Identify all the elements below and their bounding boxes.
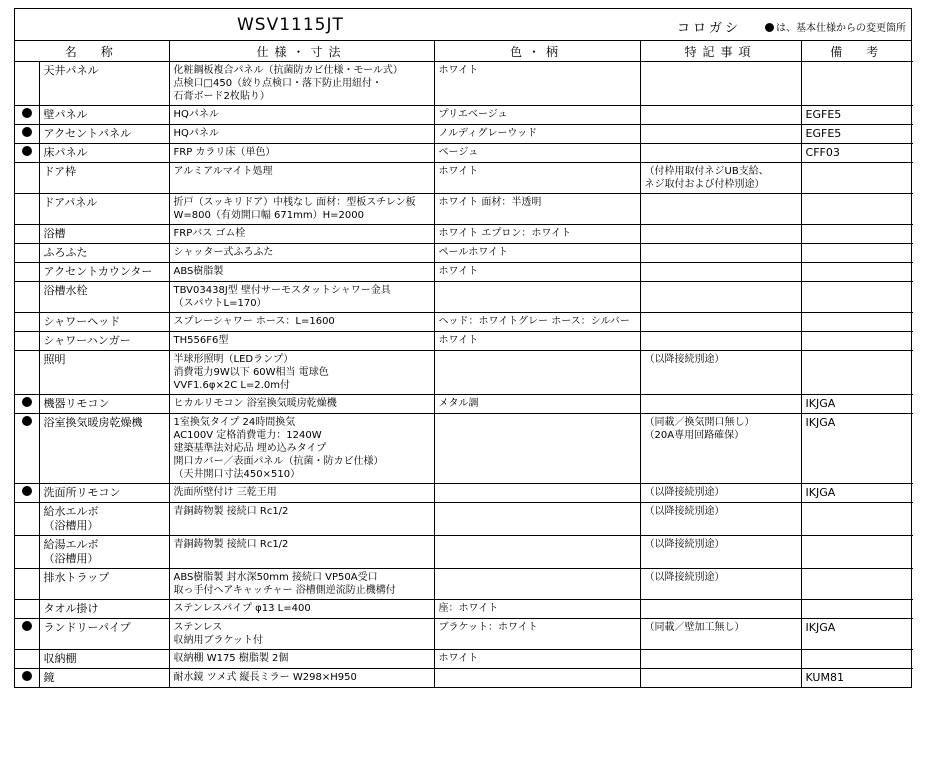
item-spec-line: アルミアルマイト処理 <box>173 166 273 177</box>
item-color <box>434 62 640 106</box>
change-marker-cell <box>15 414 39 484</box>
item-remark: EGFE5 <box>801 125 913 144</box>
table-row <box>15 619 913 650</box>
item-special-line: （以降接続別途） <box>644 354 725 365</box>
legend-note-text: は、基本仕様からの変更箇所 <box>776 23 906 34</box>
item-color-line: メタル調 <box>438 398 479 409</box>
item-remark <box>801 569 913 600</box>
item-color <box>434 144 640 163</box>
item-spec-line: HQパネル <box>173 128 219 139</box>
change-marker-cell <box>15 282 39 313</box>
item-special-notes <box>640 62 801 106</box>
item-spec-line: 1室換気タイプ 24時間換気 <box>173 417 296 428</box>
item-name-line: 壁パネル <box>43 108 88 121</box>
item-spec <box>169 225 434 244</box>
item-name-line: アクセントカウンター <box>43 265 153 278</box>
item-remark <box>801 332 913 351</box>
item-spec-line: 取っ手付ヘアキャッチャー 浴槽側逆流防止機構付 <box>173 585 396 596</box>
item-remark <box>801 313 913 332</box>
item-name <box>39 536 169 569</box>
item-spec <box>169 650 434 669</box>
column-header-color: 色・柄 <box>434 41 640 62</box>
item-spec <box>169 282 434 313</box>
changed-bullet-icon <box>22 671 32 681</box>
change-marker-cell <box>15 600 39 619</box>
item-remark: IKJGA <box>801 484 913 503</box>
item-spec-line: （天井開口寸法450×510） <box>173 469 301 480</box>
change-marker-cell <box>15 144 39 163</box>
item-color-line: ブラケット：ホワイト <box>438 622 538 633</box>
table-row <box>15 194 913 225</box>
item-name-line: 給水エルボ <box>43 505 99 518</box>
item-spec <box>169 125 434 144</box>
item-special-line: （以降接続別途） <box>644 506 725 517</box>
table-row <box>15 163 913 194</box>
item-spec-line: TBV03438J型 壁付サーモスタットシャワー金具 <box>173 285 391 296</box>
item-special-notes <box>640 194 801 225</box>
item-name-line: （浴槽用） <box>43 519 99 532</box>
item-name <box>39 332 169 351</box>
item-name-line: 洗面所リモコン <box>43 486 121 499</box>
changed-bullet-icon <box>22 397 32 407</box>
item-remark: IKJGA <box>801 414 913 484</box>
item-special-notes <box>640 569 801 600</box>
item-spec <box>169 669 434 688</box>
item-color-line: ホワイト エプロン：ホワイト <box>438 228 572 239</box>
item-spec-line: 開口カバー／表面パネル（抗菌・防カビ仕様） <box>173 456 384 467</box>
table-row <box>15 484 913 503</box>
item-name <box>39 225 169 244</box>
item-remark <box>801 62 913 106</box>
item-name <box>39 163 169 194</box>
item-name <box>39 313 169 332</box>
changed-bullet-icon <box>22 486 32 496</box>
item-color-line: ヘッド：ホワイトグレー ホース：シルバー <box>438 316 630 327</box>
item-special-notes <box>640 106 801 125</box>
item-spec-line: 化粧鋼板複合パネル（抗菌防カビ仕様・モール式） <box>173 65 403 76</box>
table-row <box>15 569 913 600</box>
item-special-notes <box>640 244 801 263</box>
item-color <box>434 282 640 313</box>
table-row <box>15 62 913 106</box>
item-name <box>39 414 169 484</box>
item-color <box>434 351 640 395</box>
item-remark: CFF03 <box>801 144 913 163</box>
item-color <box>434 313 640 332</box>
item-color <box>434 225 640 244</box>
item-name <box>39 395 169 414</box>
item-remark <box>801 244 913 263</box>
item-name <box>39 125 169 144</box>
item-spec-line: 消費電力9W以下 60W相当 電球色 <box>173 367 329 378</box>
item-name <box>39 669 169 688</box>
item-name-line: （浴槽用） <box>43 552 99 565</box>
item-special-line: （同載／壁加工無し） <box>644 622 745 633</box>
item-name <box>39 62 169 106</box>
item-name <box>39 244 169 263</box>
change-marker-cell <box>15 106 39 125</box>
item-special-line: （20A専用回路確保） <box>644 430 745 441</box>
change-marker-cell <box>15 536 39 569</box>
item-spec-line: スプレーシャワー ホース：L=1600 <box>173 316 335 327</box>
item-special-line: （以降接続別途） <box>644 572 725 583</box>
item-spec <box>169 332 434 351</box>
item-spec <box>169 619 434 650</box>
change-marker-cell <box>15 225 39 244</box>
item-special-notes <box>640 650 801 669</box>
item-special-line: ネジ取付および付枠別途） <box>644 179 765 190</box>
spec-sheet <box>14 8 912 688</box>
item-spec <box>169 536 434 569</box>
item-remark <box>801 536 913 569</box>
item-spec <box>169 106 434 125</box>
item-spec-line: 石膏ボード2枚貼り） <box>173 91 270 102</box>
item-color <box>434 600 640 619</box>
item-remark <box>801 282 913 313</box>
item-remark <box>801 163 913 194</box>
item-name-line: 天井パネル <box>43 64 99 77</box>
item-color-line: 座：ホワイト <box>438 603 499 614</box>
change-marker-cell <box>15 163 39 194</box>
change-marker-cell <box>15 313 39 332</box>
column-header-spec: 仕様・寸法 <box>169 41 434 62</box>
item-spec-line: 折戸（スッキリドア）中桟なし 面材：型板スチレン板 <box>173 197 416 208</box>
change-marker-cell <box>15 569 39 600</box>
item-special-notes <box>640 263 801 282</box>
table-row <box>15 351 913 395</box>
item-color-line: ホワイト <box>438 65 479 76</box>
item-remark <box>801 351 913 395</box>
change-marker-cell <box>15 244 39 263</box>
item-color <box>434 536 640 569</box>
table-row <box>15 600 913 619</box>
item-special-notes <box>640 503 801 536</box>
table-row <box>15 244 913 263</box>
item-special-notes <box>640 619 801 650</box>
item-remark: KUM81 <box>801 669 913 688</box>
item-special-line: （付枠用取付ネジUB支給、 <box>644 166 769 177</box>
item-spec <box>169 62 434 106</box>
item-name-line: 浴室換気暖房乾燥機 <box>43 416 143 429</box>
item-name-line: シャワーヘッド <box>43 315 121 328</box>
table-row <box>15 650 913 669</box>
item-spec <box>169 351 434 395</box>
item-name-line: 排水トラップ <box>43 571 110 584</box>
item-special-notes <box>640 163 801 194</box>
item-remark: EGFE5 <box>801 106 913 125</box>
item-spec-line: HQパネル <box>173 109 219 120</box>
item-name <box>39 619 169 650</box>
item-color <box>434 395 640 414</box>
item-name-line: 給湯エルボ <box>43 538 99 551</box>
item-name-line: 浴槽 <box>43 227 66 240</box>
item-name-line: 機器リモコン <box>43 397 110 410</box>
item-special-notes <box>640 313 801 332</box>
item-name-line: 床パネル <box>43 146 88 159</box>
item-special-line: （同載／換気開口無し） <box>644 417 755 428</box>
item-spec-line: 収納棚 W175 樹脂製 2個 <box>173 653 289 664</box>
item-special-notes <box>640 282 801 313</box>
item-name <box>39 650 169 669</box>
change-marker-cell <box>15 619 39 650</box>
item-color <box>434 414 640 484</box>
item-name <box>39 106 169 125</box>
model-title: WSV1115JT <box>237 15 344 35</box>
item-color-line: ベージュ <box>438 147 479 158</box>
item-spec <box>169 244 434 263</box>
legend-note <box>765 19 906 34</box>
item-name-line: ふろふた <box>43 246 88 259</box>
table-row <box>15 125 913 144</box>
table-row <box>15 669 913 688</box>
item-name-line: 浴槽水栓 <box>43 284 88 297</box>
item-spec-line: ABS樹脂製 <box>173 266 224 277</box>
item-spec <box>169 569 434 600</box>
item-name <box>39 351 169 395</box>
item-spec-line: ステンレス <box>173 622 223 633</box>
item-color <box>434 163 640 194</box>
changed-bullet-icon <box>22 127 32 137</box>
item-color <box>434 619 640 650</box>
table-row <box>15 282 913 313</box>
item-remark <box>801 194 913 225</box>
change-marker-cell <box>15 332 39 351</box>
item-spec <box>169 503 434 536</box>
change-marker-cell <box>15 395 39 414</box>
table-row <box>15 395 913 414</box>
item-color <box>434 263 640 282</box>
table-body <box>15 62 913 688</box>
table-row <box>15 106 913 125</box>
item-name <box>39 194 169 225</box>
item-name <box>39 503 169 536</box>
item-color <box>434 125 640 144</box>
column-header-remark: 備 考 <box>801 41 913 62</box>
item-name <box>39 600 169 619</box>
table-row <box>15 332 913 351</box>
item-color <box>434 332 640 351</box>
column-header-special: 特記事項 <box>640 41 801 62</box>
item-color-line: プリエベージュ <box>438 109 508 120</box>
item-special-notes <box>640 395 801 414</box>
item-special-notes <box>640 225 801 244</box>
item-remark <box>801 263 913 282</box>
item-name-line: 鏡 <box>43 671 55 684</box>
series-name: コロガシ <box>677 21 742 36</box>
item-spec <box>169 484 434 503</box>
item-spec-line: 青銅鋳物製 接続口 Rc1/2 <box>173 506 289 517</box>
item-spec-line: （スパウトL=170） <box>173 298 267 309</box>
item-special-notes <box>640 144 801 163</box>
item-color-line: ホワイト 面材：半透明 <box>438 197 542 208</box>
item-name <box>39 263 169 282</box>
item-spec-line: 収納用ブラケット付 <box>173 635 264 646</box>
table-header-row <box>15 41 913 62</box>
item-spec <box>169 194 434 225</box>
change-marker-cell <box>15 62 39 106</box>
item-name-line: タオル掛け <box>43 602 99 615</box>
bullet-icon <box>765 23 774 32</box>
item-color-line: ホワイト <box>438 266 479 277</box>
item-special-notes <box>640 600 801 619</box>
item-color-line: ホワイト <box>438 653 479 664</box>
item-color-line: ホワイト <box>438 166 479 177</box>
change-marker-cell <box>15 263 39 282</box>
changed-bullet-icon <box>22 621 32 631</box>
item-spec <box>169 313 434 332</box>
item-spec <box>169 395 434 414</box>
item-spec <box>169 600 434 619</box>
spec-table <box>15 41 913 687</box>
item-color-line: ペールホワイト <box>438 247 509 258</box>
item-color <box>434 669 640 688</box>
item-spec-line: ABS樹脂製 封水深50mm 接続口 VP50A受口 <box>173 572 378 583</box>
item-spec-line: 洗面所壁付け 三乾王用 <box>173 487 277 498</box>
item-name <box>39 282 169 313</box>
item-spec-line: FRP カラリ床（単色） <box>173 147 276 158</box>
item-spec-line: 青銅鋳物製 接続口 Rc1/2 <box>173 539 289 550</box>
item-color <box>434 244 640 263</box>
item-remark: IKJGA <box>801 395 913 414</box>
item-color <box>434 569 640 600</box>
item-color <box>434 194 640 225</box>
item-name-line: 収納棚 <box>43 652 77 665</box>
item-special-notes <box>640 536 801 569</box>
item-spec <box>169 263 434 282</box>
item-spec-line: FRPバス ゴム栓 <box>173 228 246 239</box>
item-spec <box>169 163 434 194</box>
change-marker-cell <box>15 650 39 669</box>
item-spec-line: ヒカルリモコン 浴室換気暖房乾燥機 <box>173 398 337 409</box>
changed-bullet-icon <box>22 146 32 156</box>
item-name <box>39 484 169 503</box>
change-marker-cell <box>15 484 39 503</box>
item-special-notes <box>640 414 801 484</box>
item-special-notes <box>640 484 801 503</box>
item-color <box>434 106 640 125</box>
item-special-notes <box>640 351 801 395</box>
title-bar <box>15 9 911 41</box>
changed-bullet-icon <box>22 416 32 426</box>
table-row <box>15 144 913 163</box>
item-special-notes <box>640 332 801 351</box>
item-special-notes <box>640 669 801 688</box>
table-row <box>15 263 913 282</box>
item-spec-line: 建築基準法対応品 埋め込みタイプ <box>173 443 327 454</box>
table-row <box>15 313 913 332</box>
item-color <box>434 650 640 669</box>
item-remark <box>801 503 913 536</box>
item-spec-line: AC100V 定格消費電力：1240W <box>173 430 322 441</box>
item-name <box>39 144 169 163</box>
item-spec-line: 耐水鏡 ツメ式 縦長ミラー W298×H950 <box>173 672 357 683</box>
item-name <box>39 569 169 600</box>
item-color-line: ホワイト <box>438 335 479 346</box>
change-marker-cell <box>15 194 39 225</box>
item-name-line: ドア枠 <box>43 165 77 178</box>
item-spec-line: TH556F6型 <box>173 335 229 346</box>
item-color <box>434 484 640 503</box>
item-spec-line: W=800（有効開口幅 671mm）H=2000 <box>173 210 364 221</box>
item-remark: IKJGA <box>801 619 913 650</box>
column-header-name: 名 称 <box>15 41 169 62</box>
table-row <box>15 536 913 569</box>
table-row <box>15 414 913 484</box>
item-special-line: （以降接続別途） <box>644 539 725 550</box>
item-spec-line: 半球形照明（LEDランプ） <box>173 354 294 365</box>
item-special-notes <box>640 125 801 144</box>
table-row <box>15 225 913 244</box>
item-name-line: アクセントパネル <box>43 127 131 140</box>
change-marker-cell <box>15 125 39 144</box>
item-remark <box>801 650 913 669</box>
change-marker-cell <box>15 669 39 688</box>
change-marker-cell <box>15 503 39 536</box>
item-name-line: ドアパネル <box>43 196 98 209</box>
item-spec <box>169 144 434 163</box>
changed-bullet-icon <box>22 108 32 118</box>
item-special-line: （以降接続別途） <box>644 487 725 498</box>
table-row <box>15 503 913 536</box>
item-color-line: ノルディグレーウッド <box>438 128 538 139</box>
item-name-line: シャワーハンガー <box>43 334 131 347</box>
item-remark <box>801 600 913 619</box>
item-spec-line: VVF1.6φ×2C L=2.0m付 <box>173 380 290 391</box>
item-color <box>434 503 640 536</box>
item-spec-line: 点検口□450（絞り点検口・落下防止用紐付・ <box>173 78 383 89</box>
item-spec-line: ステンレスパイプ φ13 L=400 <box>173 603 311 614</box>
item-spec-line: シャッター式ふろふた <box>173 247 274 258</box>
item-remark <box>801 225 913 244</box>
item-name-line: ランドリーパイプ <box>43 621 131 634</box>
item-spec <box>169 414 434 484</box>
item-name-line: 照明 <box>43 353 66 366</box>
change-marker-cell <box>15 351 39 395</box>
